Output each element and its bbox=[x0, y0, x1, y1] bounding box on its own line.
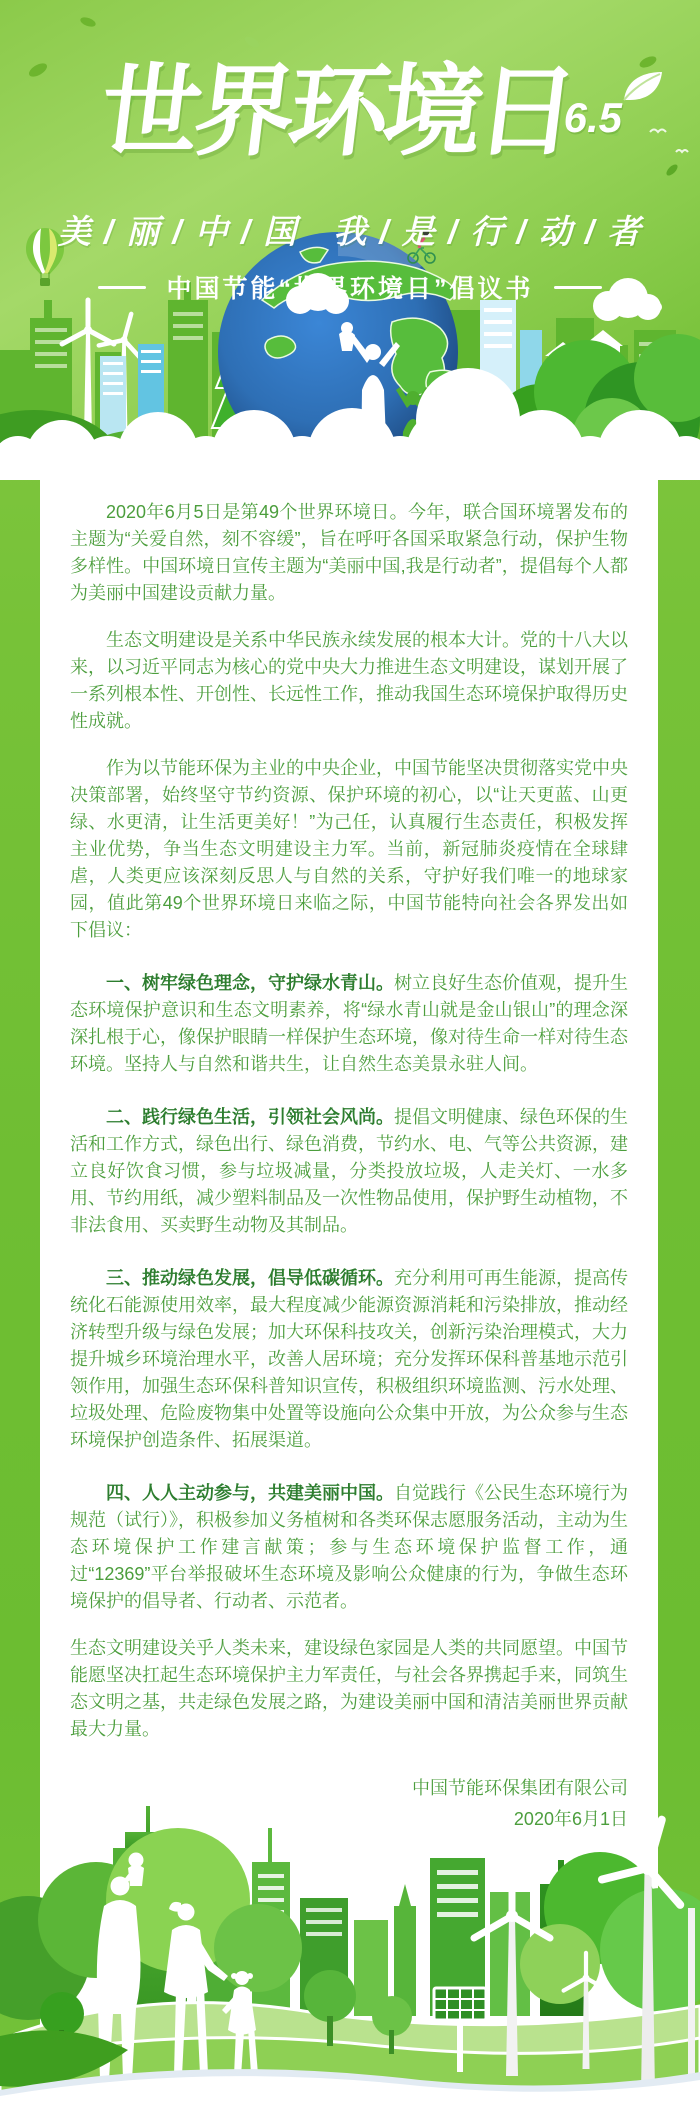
paragraph: 生态文明建设是关系中华民族永续发展的根本大计。党的十八大以来，以习近平同志为核心的党中央大力推进生态文明建设，谋划开展了一系列根本性、开创性、长远性工作，推动我国生态环境保护取得历史性成就。 bbox=[70, 630, 628, 731]
page-title bbox=[0, 52, 700, 202]
proposal-item-2 bbox=[70, 1104, 628, 1239]
item-lead: 四、人人主动参与，共建美丽中国。 bbox=[106, 1483, 394, 1503]
paragraph: 作为以节能环保为主业的中央企业，中国节能坚决贯彻落实党中央决策部署，始终坚守节约资源、保护环境的初心，以“让天更蓝、山更绿、水更清，让生活更美好！”为己任，认真履行生态责任，积极发挥主业优势，争当生态文明建设主力军。当前，新冠肺炎疫情在全球肆虐，人类更应该深刻反思人与自然的关系，守护好我们唯一的地球家园，值此第49个世界环境日来临之际，中国节能特向社会各界发出如下倡议： bbox=[70, 758, 628, 940]
item-body: 提倡文明健康、绿色环保的生活和工作方式，绿色出行、绿色消费，节约水、电、气等公共资源，建立良好饮食习惯，参与垃圾减量，分类投放垃圾，人走关灯、一水多用、节约用纸，减少塑料制品及一次性物品使用，保护野生动植物，不非法食用、买卖野生动物及其制品。 bbox=[70, 1107, 628, 1235]
dash-right-icon bbox=[554, 286, 602, 289]
paragraph: 2020年6月5日是第49个世界环境日。今年，联合国环境署发布的主题为“关爱自然，刻不容缓”，旨在呼吁各国采取紧急行动，保护生物多样性。中国环境日宣传主题为“美丽中国,我是行动者”，提倡每个人都为美丽中国建设贡献力量。 bbox=[70, 502, 628, 603]
main-title-text: 世界环境日 bbox=[94, 56, 578, 168]
proposal-item-1 bbox=[70, 970, 628, 1078]
header-text bbox=[0, 0, 700, 305]
signature-date: 2020年6月1日 bbox=[513, 1809, 628, 1829]
subtitle: 美 / 丽 / 中 / 国 我 / 是 / 行 / 动 / 者 bbox=[57, 213, 643, 250]
item-lead: 三、推动绿色发展，倡导低碳循环。 bbox=[106, 1268, 394, 1288]
letter-body bbox=[40, 455, 658, 1835]
proposal-item-4 bbox=[70, 1480, 628, 1615]
signature-company: 中国节能环保集团有限公司 bbox=[412, 1778, 628, 1798]
item-lead: 二、践行绿色生活，引领社会风尚。 bbox=[106, 1107, 394, 1127]
footer-illustration bbox=[0, 1788, 700, 2118]
tagline-text: 中国节能“世界环境日”倡议书 bbox=[166, 275, 534, 303]
item-lead: 一、树牢绿色理念，守护绿水青山。 bbox=[106, 973, 394, 993]
dash-left-icon bbox=[98, 286, 146, 289]
item-body: 树立良好生态价值观，提升生态环境保护意识和生态文明素养，将“绿水青山就是金山银山”的理念深深扎根于心，像保护眼睛一样保护生态环境，像对待生命一样对待生态环境。坚持人与自然和谐共生，让自然生态美景永驻人间。 bbox=[70, 973, 628, 1074]
leaf-icon bbox=[620, 68, 666, 104]
item-body: 充分利用可再生能源，提高传统化石能源使用效率，最大程度减少能源资源消耗和污染排放，推动经济转型升级与绿色发展；加大环保科技攻关，创新污染治理模式，大力提升城乡环境治理水平，改善人居环境；充分发挥环保科普基地示范引领作用，加强生态环保科普知识宣传，积极组织环境监测、污水处理、垃圾处理、危险废物集中处置等设施向公众集中开放，为公众参与生态环境保护创造条件、拓展渠道。 bbox=[70, 1268, 628, 1450]
item-body: 自觉践行《公民生态环境行为规范（试行）》，积极参加义务植树和各类环保志愿服务活动，主动为生态环境保护工作建言献策；参与生态环境保护监督工作，通过“12369”平台举报破坏生态环境及影响公众健康的行为，争做生态环境保护的倡导者、行动者、示范者。 bbox=[70, 1483, 628, 1611]
header bbox=[0, 0, 700, 480]
date-badge: 6.5 bbox=[563, 94, 622, 141]
tagline bbox=[0, 269, 700, 305]
closing-paragraph: 生态文明建设关乎人类未来，建设绿色家园是人类的共同愿望。中国节能愿坚决扛起生态环境保护主力军责任，与社会各界携起手来，同筑生态文明之基，共走绿色发展之路，为建设美丽中国和清洁美丽世界贡献最大力量。 bbox=[70, 1638, 628, 1739]
proposal-item-3 bbox=[70, 1265, 628, 1454]
